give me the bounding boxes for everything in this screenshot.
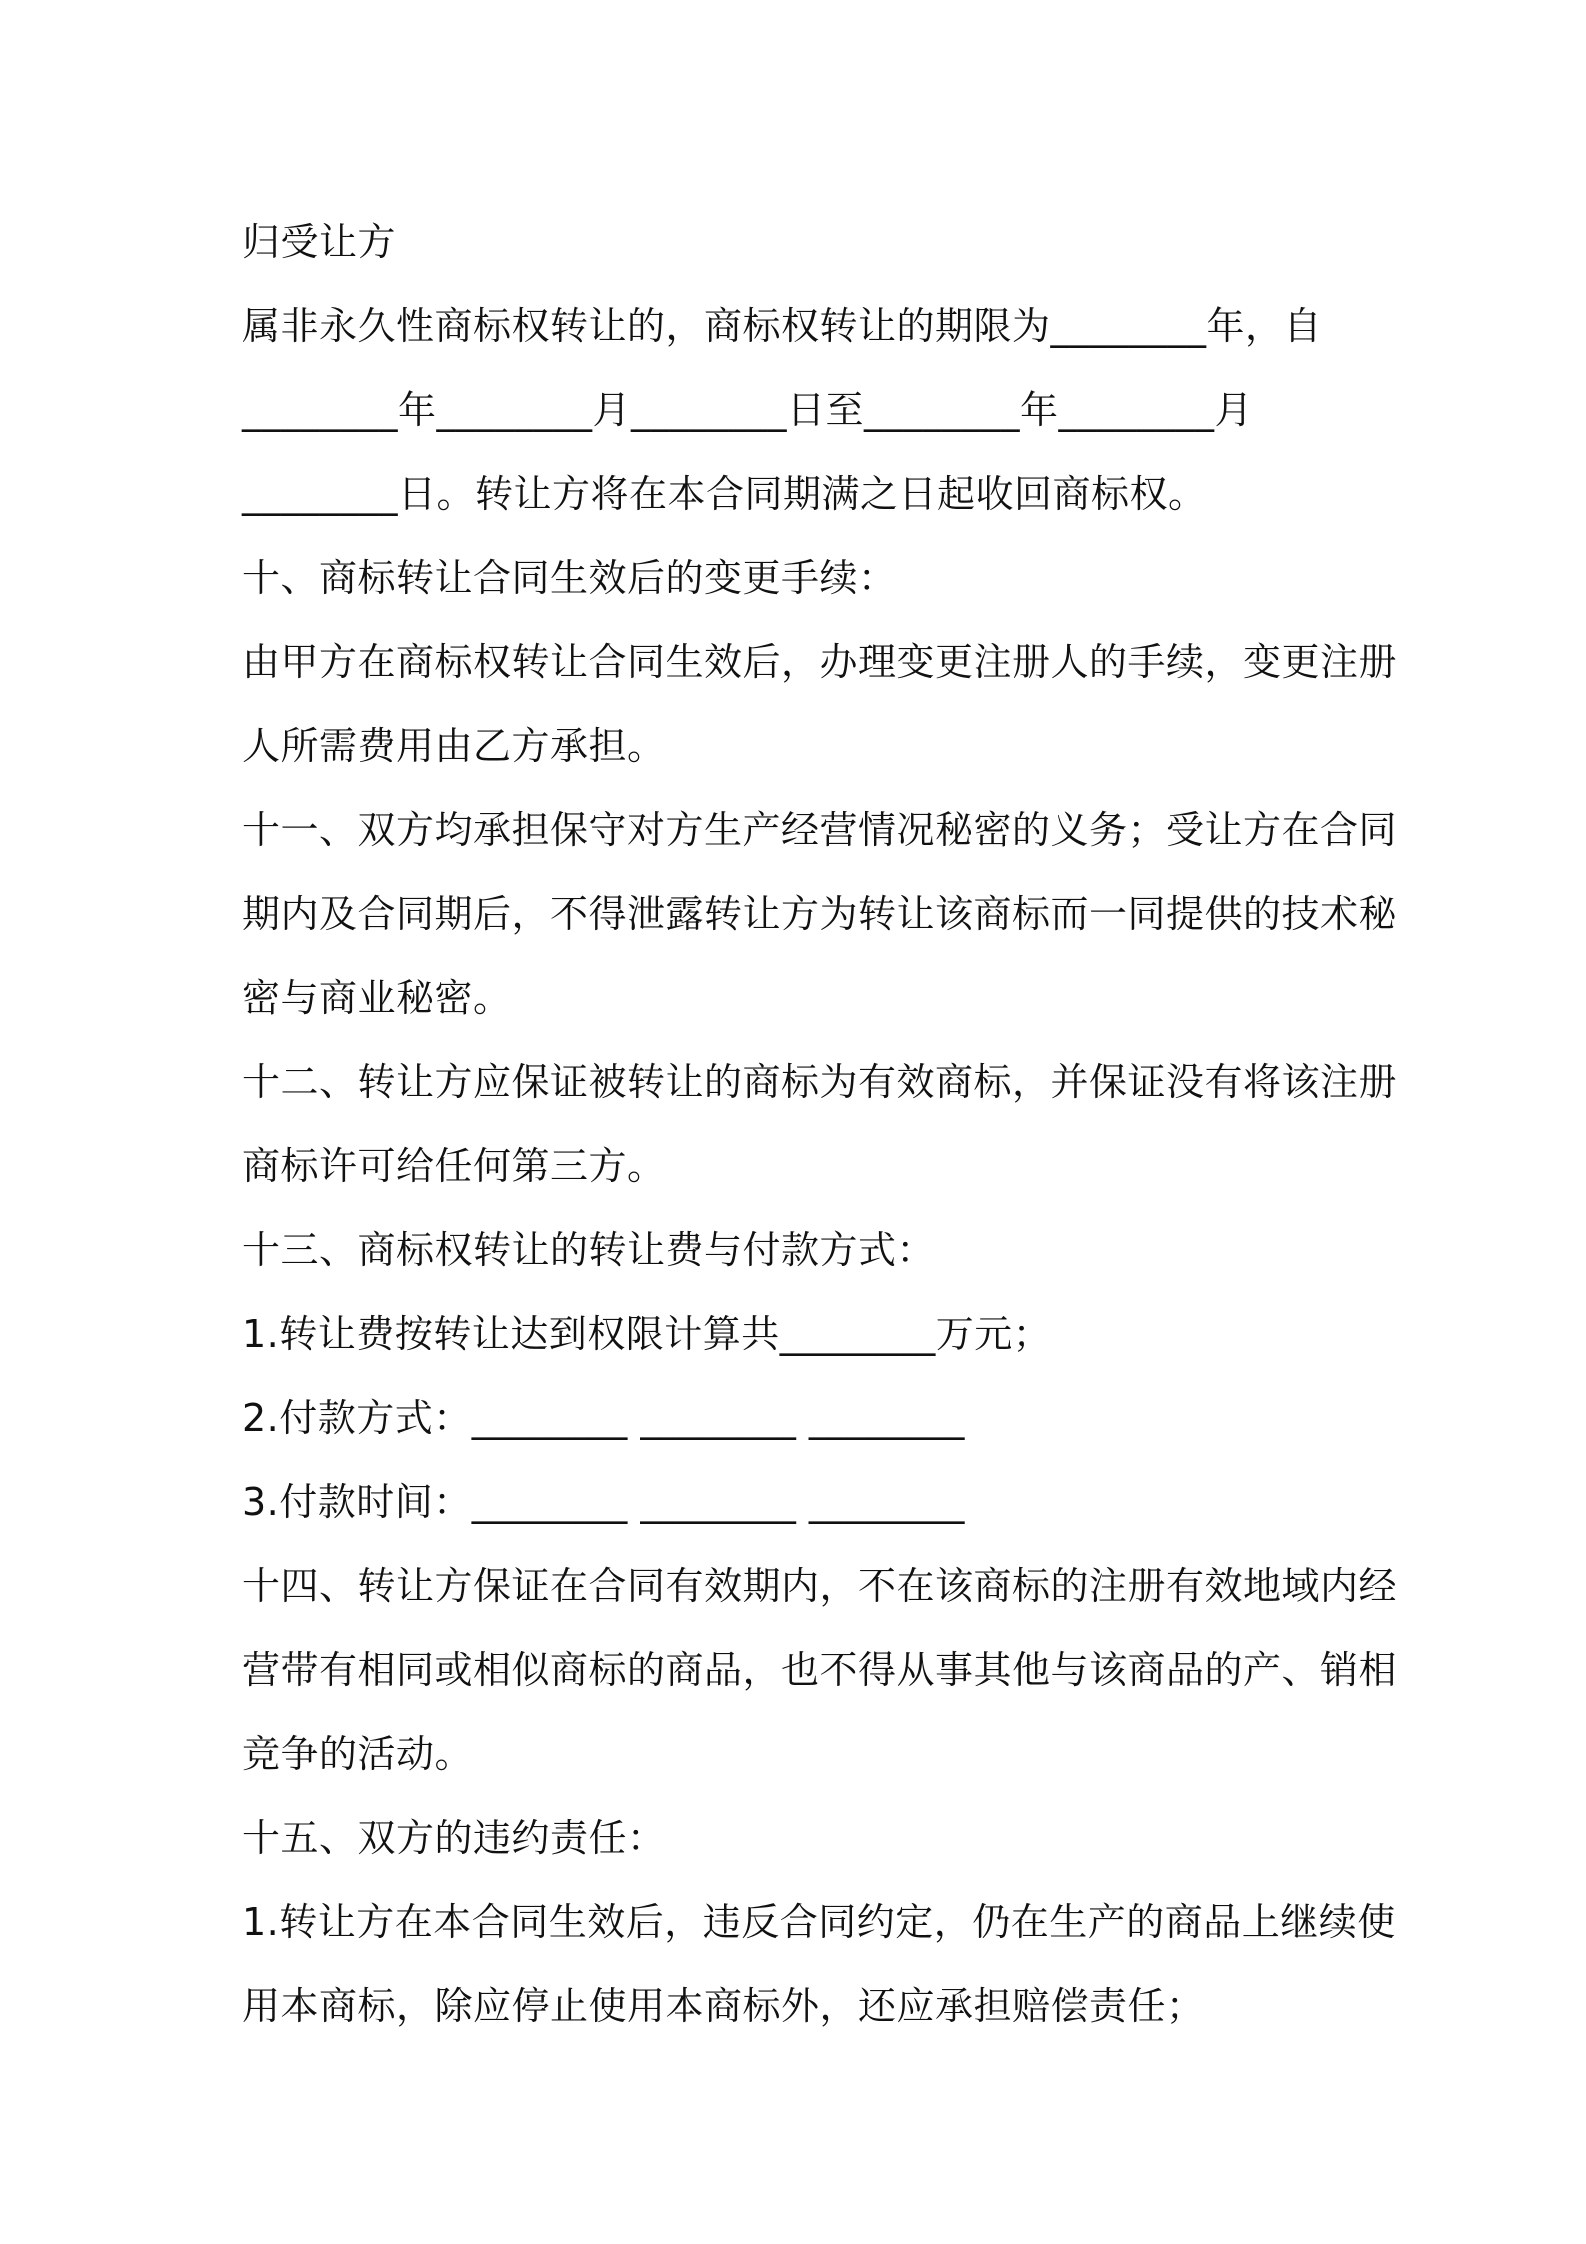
section-heading: 十二、转让方应保证被转让的商标为有效商标，并保证没有将该注册 — [242, 1060, 1398, 1104]
section-heading: 十、商标转让合同生效后的变更手续： — [242, 556, 897, 600]
section-heading: 十一、双方均承担保守对方生产经营情况秘密的义务；受让方在合同 — [242, 808, 1398, 852]
text-line: 由甲方在商标权转让合同生效后，办理变更注册人的手续，变更注册 — [242, 640, 1398, 684]
text-line: 竞争的活动。 — [242, 1732, 474, 1776]
list-item: 2.付款方式：________ ________ ________ — [242, 1396, 965, 1440]
text-line: 密与商业秘密。 — [242, 976, 512, 1020]
list-item: 3.付款时间：________ ________ ________ — [242, 1480, 965, 1524]
list-item: 1.转让方在本合同生效后，违反合同约定，仍在生产的商品上继续使 — [242, 1900, 1396, 1944]
text-line: 归受让方 — [242, 220, 397, 264]
list-item: 1.转让费按转让达到权限计算共________万元； — [242, 1312, 1052, 1356]
text-line: ________日。转让方将在本合同期满之日起收回商标权。 — [242, 472, 1207, 516]
document-body — [242, 200, 1398, 2048]
text-line: 属非永久性商标权转让的，商标权转让的期限为________年，自 — [242, 304, 1323, 348]
text-line: 期内及合同期后，不得泄露转让方为转让该商标而一同提供的技术秘 — [242, 892, 1398, 936]
section-heading: 十三、商标权转让的转让费与付款方式： — [242, 1228, 936, 1272]
text-line: 商标许可给任何第三方。 — [242, 1144, 666, 1188]
text-line: 人所需费用由乙方承担。 — [242, 724, 666, 768]
text-line: 用本商标，除应停止使用本商标外，还应承担赔偿责任； — [242, 1984, 1205, 2028]
text-line: 营带有相同或相似商标的商品，也不得从事其他与该商品的产、销相 — [242, 1648, 1398, 1692]
text-line: ________年________月________日至________年________月 — [242, 388, 1254, 432]
section-heading: 十四、转让方保证在合同有效期内，不在该商标的注册有效地域内经 — [242, 1564, 1398, 1608]
section-heading: 十五、双方的违约责任： — [242, 1816, 666, 1860]
